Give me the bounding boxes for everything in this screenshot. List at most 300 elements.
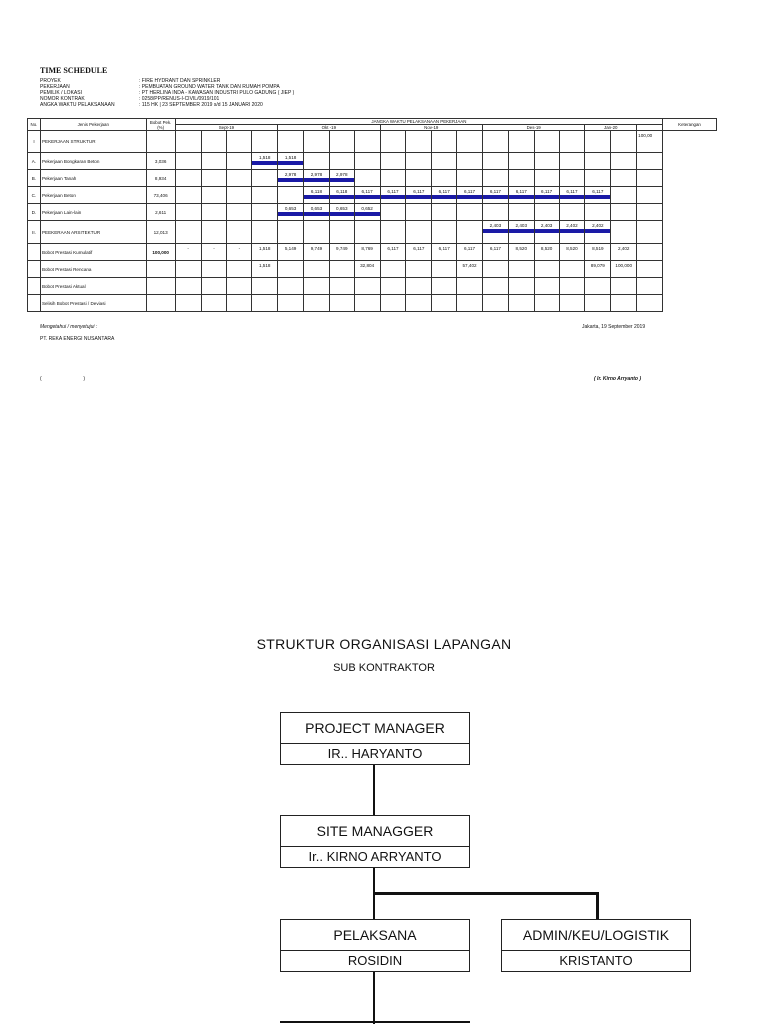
admin-title: ADMIN/KEU/LOGISTIK (502, 920, 690, 951)
period-cell (559, 204, 585, 221)
period-cell (380, 204, 406, 221)
period-cell (406, 295, 432, 312)
gantt-bar-segment (482, 229, 508, 233)
period-cell (406, 153, 432, 170)
period-cell (380, 131, 406, 153)
header-jangka: JANGKA WAKTU PELAKSANAAN PEKERJAAN (175, 119, 662, 125)
row-keterangan (637, 221, 663, 244)
row-no (28, 295, 41, 312)
project-info (40, 78, 294, 108)
period-cell (175, 131, 201, 153)
period-cell (278, 278, 304, 295)
period-cell (227, 204, 252, 221)
period-cell (432, 278, 457, 295)
project-manager-box (280, 712, 470, 765)
period-cell: 0,653 (278, 204, 304, 221)
org-subtitle: SUB KONTRAKTOR (333, 662, 435, 674)
month-header: Okt -19 (278, 125, 380, 131)
period-cell (252, 204, 278, 221)
row-keterangan (637, 204, 663, 221)
row-weight (146, 278, 175, 295)
gantt-bar-segment (278, 178, 304, 182)
period-cell (304, 295, 330, 312)
period-cell (432, 261, 457, 278)
month-header: Jan-20 (585, 125, 637, 131)
schedule-row (28, 295, 717, 312)
info-row (40, 102, 294, 108)
period-cell (559, 261, 585, 278)
period-cell (559, 170, 585, 187)
next-box-edge (280, 1021, 470, 1023)
row-no: A. (28, 153, 41, 170)
period-cell (534, 170, 559, 187)
period-cell: 6,117 (534, 187, 559, 204)
period-cell: 6,117 (406, 187, 432, 204)
connector-line (596, 892, 599, 920)
gantt-bar-segment (406, 195, 432, 199)
period-cell (534, 204, 559, 221)
period-cell (252, 187, 278, 204)
site-manager-box (280, 815, 470, 868)
period-cell (252, 278, 278, 295)
gantt-bar-segment (329, 178, 354, 182)
period-cell (329, 261, 354, 278)
period-cell (406, 170, 432, 187)
period-cell (508, 170, 534, 187)
period-cell (432, 170, 457, 187)
row-no: C. (28, 187, 41, 204)
period-cell: 2,978 (304, 170, 330, 187)
header-keterangan: Keterangan (663, 119, 717, 131)
period-cell (201, 295, 227, 312)
period-cell: 8,520 (534, 244, 559, 261)
period-cell (508, 278, 534, 295)
period-cell (354, 295, 380, 312)
gantt-bar-segment (508, 195, 534, 199)
period-cell: 5,149 (278, 244, 304, 261)
connector-line (373, 892, 598, 895)
gantt-bar-segment (304, 195, 330, 199)
header-jenis: Jenis Pekerjaan (40, 119, 146, 131)
period-cell: 6,118 (329, 187, 354, 204)
schedule-row (28, 170, 717, 187)
row-no (28, 261, 41, 278)
period-cell (585, 153, 611, 170)
period-cell (585, 278, 611, 295)
row-weight (146, 261, 175, 278)
period-cell (482, 170, 508, 187)
info-value: : PEMBUATAN GROUND WATER TANK DAN RUMAH POMPA (139, 84, 280, 90)
period-cell (559, 131, 585, 153)
schedule-row (28, 204, 717, 221)
period-cell: 2,978 (278, 170, 304, 187)
row-name: Bobot Prestasi Rencana (40, 261, 146, 278)
period-cell (175, 221, 201, 244)
period-cell (611, 187, 637, 204)
signature-left: ( ) (40, 376, 86, 382)
gantt-bar-segment (278, 161, 304, 165)
period-cell: 6,117 (354, 187, 380, 204)
period-cell (354, 221, 380, 244)
period-cell (611, 131, 637, 153)
admin-box (501, 919, 691, 972)
period-cell: 2,402 (559, 221, 585, 244)
period-cell: 6,117 (482, 187, 508, 204)
period-cell (534, 295, 559, 312)
period-cell (432, 295, 457, 312)
period-cell: 89,079 (585, 261, 611, 278)
period-cell (175, 187, 201, 204)
period-cell (201, 187, 227, 204)
period-cell (380, 221, 406, 244)
period-cell (380, 278, 406, 295)
period-cell (482, 278, 508, 295)
period-cell (559, 295, 585, 312)
site-manager-title: SITE MANAGGER (281, 816, 469, 847)
period-cell (457, 278, 483, 295)
period-cell (201, 278, 227, 295)
period-cell (380, 170, 406, 187)
period-cell (457, 131, 483, 153)
info-value: : FIRE HYDRANT DAN SPRINKLER (139, 78, 221, 84)
period-cell (329, 295, 354, 312)
period-cell: 1,518 (252, 153, 278, 170)
period-cell (534, 131, 559, 153)
period-cell (534, 153, 559, 170)
row-no: I (28, 131, 41, 153)
period-cell (278, 261, 304, 278)
period-cell: 57,402 (457, 261, 483, 278)
row-weight: 8,934 (146, 170, 175, 187)
row-name: PEEKERAAN ARSITEKTUR (40, 221, 146, 244)
gantt-bar-segment (304, 178, 330, 182)
period-cell (457, 153, 483, 170)
period-cell (354, 170, 380, 187)
period-cell (175, 261, 201, 278)
row-weight: 73,406 (146, 187, 175, 204)
period-cell: 6,117 (380, 244, 406, 261)
period-cell (611, 295, 637, 312)
period-cell: 0,652 (354, 204, 380, 221)
period-cell (482, 131, 508, 153)
period-cell (432, 131, 457, 153)
gantt-bar-segment (559, 195, 585, 199)
info-label: PEMILIK / LOKASI (40, 90, 82, 96)
connector-line (373, 765, 375, 816)
header-no: No. (28, 119, 41, 131)
period-cell (227, 187, 252, 204)
period-cell (278, 295, 304, 312)
period-cell (175, 295, 201, 312)
row-weight: 100,000 (146, 244, 175, 261)
period-cell: 6,117 (432, 244, 457, 261)
admin-name: KRISTANTO (559, 953, 633, 968)
schedule-row (28, 278, 717, 295)
row-name: Selisih Bobot Prestasi / Deviasi (40, 295, 146, 312)
row-keterangan (637, 244, 663, 261)
period-cell: 0,653 (329, 204, 354, 221)
period-cell: 6,117 (559, 187, 585, 204)
period-cell (227, 261, 252, 278)
period-cell (201, 204, 227, 221)
gantt-bar-segment (482, 195, 508, 199)
period-cell (278, 187, 304, 204)
schedule-row (28, 221, 717, 244)
period-cell: 2,403 (508, 221, 534, 244)
period-cell (201, 153, 227, 170)
period-cell (611, 170, 637, 187)
period-cell (432, 153, 457, 170)
period-cell (380, 261, 406, 278)
gantt-bar-segment (252, 161, 278, 165)
period-cell (611, 204, 637, 221)
period-cell: 6,117 (432, 187, 457, 204)
period-cell: 6,117 (508, 187, 534, 204)
gantt-bar-segment (508, 229, 534, 233)
period-cell: 2,402 (585, 221, 611, 244)
period-cell (508, 295, 534, 312)
period-cell (304, 278, 330, 295)
period-cell (304, 153, 330, 170)
period-cell (482, 153, 508, 170)
period-cell (611, 278, 637, 295)
period-cell (432, 221, 457, 244)
row-name: Bobot Prestasi Kumulatif (40, 244, 146, 261)
schedule-row (28, 244, 717, 261)
period-cell (175, 170, 201, 187)
gantt-bar-segment (432, 195, 457, 199)
row-weight: 12,013 (146, 221, 175, 244)
period-cell (201, 170, 227, 187)
schedule-row (28, 187, 717, 204)
info-label: ANGKA WAKTU PELAKSANAAN (40, 102, 115, 108)
period-cell (406, 261, 432, 278)
row-keterangan (637, 278, 663, 295)
place-date: Jakarta, 19 September 2019 (582, 324, 646, 330)
period-cell (227, 131, 252, 153)
gantt-bar-segment (329, 212, 354, 216)
period-cell (227, 295, 252, 312)
row-weight (146, 295, 175, 312)
period-cell: - (227, 244, 252, 261)
period-cell (252, 131, 278, 153)
schedule-table (27, 118, 717, 312)
period-cell (354, 278, 380, 295)
period-cell (559, 153, 585, 170)
period-cell (201, 131, 227, 153)
schedule-title: TIME SCHEDULE (40, 66, 108, 75)
period-cell (457, 221, 483, 244)
period-cell: - (201, 244, 227, 261)
period-cell (559, 278, 585, 295)
period-cell (585, 295, 611, 312)
period-cell (252, 221, 278, 244)
period-cell (278, 221, 304, 244)
period-cell: 6,117 (585, 187, 611, 204)
period-cell (457, 170, 483, 187)
period-cell (534, 261, 559, 278)
row-name: Pekerjaan Lain-lain (40, 204, 146, 221)
row-no: II. (28, 221, 41, 244)
period-cell (406, 278, 432, 295)
period-cell: 32,804 (354, 261, 380, 278)
period-cell: 9,749 (304, 244, 330, 261)
row-name: Pekerjaan Bongkaran Beton (40, 153, 146, 170)
pelaksana-name: ROSIDIN (347, 953, 403, 968)
period-cell (175, 278, 201, 295)
period-cell (227, 221, 252, 244)
period-cell (354, 153, 380, 170)
period-cell (611, 221, 637, 244)
row-keterangan (637, 295, 663, 312)
period-cell: 1,518 (252, 244, 278, 261)
period-cell: 8,520 (508, 244, 534, 261)
row-name: Pekerjaan Tanah (40, 170, 146, 187)
period-cell (482, 204, 508, 221)
period-cell: 6,118 (304, 187, 330, 204)
schedule-row (28, 153, 717, 170)
period-cell (508, 204, 534, 221)
period-cell: 6,117 (457, 244, 483, 261)
period-cell (534, 278, 559, 295)
period-cell: 9,749 (329, 244, 354, 261)
row-no (28, 278, 41, 295)
period-cell (227, 170, 252, 187)
period-cell: 8,769 (354, 244, 380, 261)
period-cell: 0,653 (304, 204, 330, 221)
period-cell (380, 295, 406, 312)
company-name: PT. REKA ENERGI NUSANTARA (40, 336, 115, 342)
gantt-bar-segment (354, 195, 380, 199)
month-header: Sept-19 (175, 125, 277, 131)
period-cell (508, 261, 534, 278)
gantt-bar-segment (534, 195, 559, 199)
gantt-bar-segment (585, 195, 611, 199)
period-cell (329, 278, 354, 295)
period-cell (227, 153, 252, 170)
row-keterangan (637, 153, 663, 170)
period-cell (304, 131, 330, 153)
row-keterangan (637, 261, 663, 278)
signature-right: ( Ir. Kirno Arryanto ) (594, 376, 642, 382)
mengetahui-label: Mengetahui / menyetujui : (40, 324, 98, 330)
period-cell: - (175, 244, 201, 261)
row-weight (146, 131, 175, 153)
period-cell: 8,519 (585, 244, 611, 261)
period-cell: 2,403 (482, 221, 508, 244)
info-label: NOMOR KONTRAK (40, 96, 85, 102)
period-cell: 6,117 (457, 187, 483, 204)
period-cell (585, 131, 611, 153)
period-cell (611, 153, 637, 170)
period-cell: 1,518 (252, 261, 278, 278)
gantt-bar-segment (304, 212, 330, 216)
period-cell (304, 261, 330, 278)
period-cell: 1,518 (278, 153, 304, 170)
period-cell (175, 153, 201, 170)
period-cell (585, 204, 611, 221)
period-cell (406, 131, 432, 153)
row-no: B. (28, 170, 41, 187)
period-cell (304, 221, 330, 244)
pelaksana-title: PELAKSANA (281, 920, 469, 951)
period-cell (508, 131, 534, 153)
period-cell (406, 221, 432, 244)
info-label: PEKERJAAN (40, 84, 70, 90)
row-weight: 2,611 (146, 204, 175, 221)
period-cell (432, 204, 457, 221)
project-manager-title: PROJECT MANAGER (281, 713, 469, 744)
gantt-bar-segment (278, 212, 304, 216)
period-cell: 2,402 (611, 244, 637, 261)
schedule-row (28, 131, 717, 153)
period-cell (508, 153, 534, 170)
row-keterangan (637, 187, 663, 204)
period-cell: 6,117 (380, 187, 406, 204)
row-no: D. (28, 204, 41, 221)
row-keterangan: 100,00 (637, 131, 663, 153)
row-weight: 3,036 (146, 153, 175, 170)
row-name: Bobot Prestasi Aktual (40, 278, 146, 295)
period-cell (201, 261, 227, 278)
period-cell: 2,403 (534, 221, 559, 244)
period-cell (329, 153, 354, 170)
period-cell (329, 131, 354, 153)
period-cell: 6,117 (406, 244, 432, 261)
period-cell (278, 131, 304, 153)
period-cell (406, 204, 432, 221)
period-cell (457, 295, 483, 312)
month-header: Des-19 (482, 125, 584, 131)
project-manager-name: IR.. HARYANTO (327, 746, 423, 761)
gantt-bar-segment (559, 229, 585, 233)
period-cell (201, 221, 227, 244)
info-value: : 0258/PP/RENUS-I-CIVIL/0919/101 (139, 96, 220, 102)
gantt-bar-segment (380, 195, 406, 199)
row-name: PEKERJAAN STRUKTUR (40, 131, 146, 153)
gantt-bar-segment (585, 229, 611, 233)
org-title: STRUKTUR ORGANISASI LAPANGAN (256, 636, 512, 652)
period-cell (252, 295, 278, 312)
row-name: Pekerjaan Beton (40, 187, 146, 204)
period-cell (227, 278, 252, 295)
period-cell (482, 295, 508, 312)
gantt-bar-segment (354, 212, 380, 216)
period-cell (329, 221, 354, 244)
period-cell (482, 261, 508, 278)
period-cell: 6,117 (482, 244, 508, 261)
pelaksana-box (280, 919, 470, 972)
period-cell (380, 153, 406, 170)
site-manager-name: Ir.. KIRNO ARRYANTO (308, 849, 442, 864)
period-cell (585, 170, 611, 187)
period-cell (252, 170, 278, 187)
month-header: Nov-19 (380, 125, 482, 131)
gantt-bar-segment (534, 229, 559, 233)
info-value: : 115 HK | 23 SEPTEMBER 2019 s/d 15 JANUARI 2020 (139, 102, 263, 108)
connector-line (373, 972, 375, 1024)
info-label: PROYEK (40, 78, 61, 84)
period-cell: 8,520 (559, 244, 585, 261)
row-keterangan (637, 170, 663, 187)
schedule-row (28, 261, 717, 278)
period-cell (354, 131, 380, 153)
row-no (28, 244, 41, 261)
info-value: : PT HERLINA INDA - KAWASAN INDUSTRI PULO GADUNG ( JIEP ) (139, 90, 295, 96)
period-cell (175, 204, 201, 221)
gantt-bar-segment (329, 195, 354, 199)
period-cell: 100,000 (611, 261, 637, 278)
